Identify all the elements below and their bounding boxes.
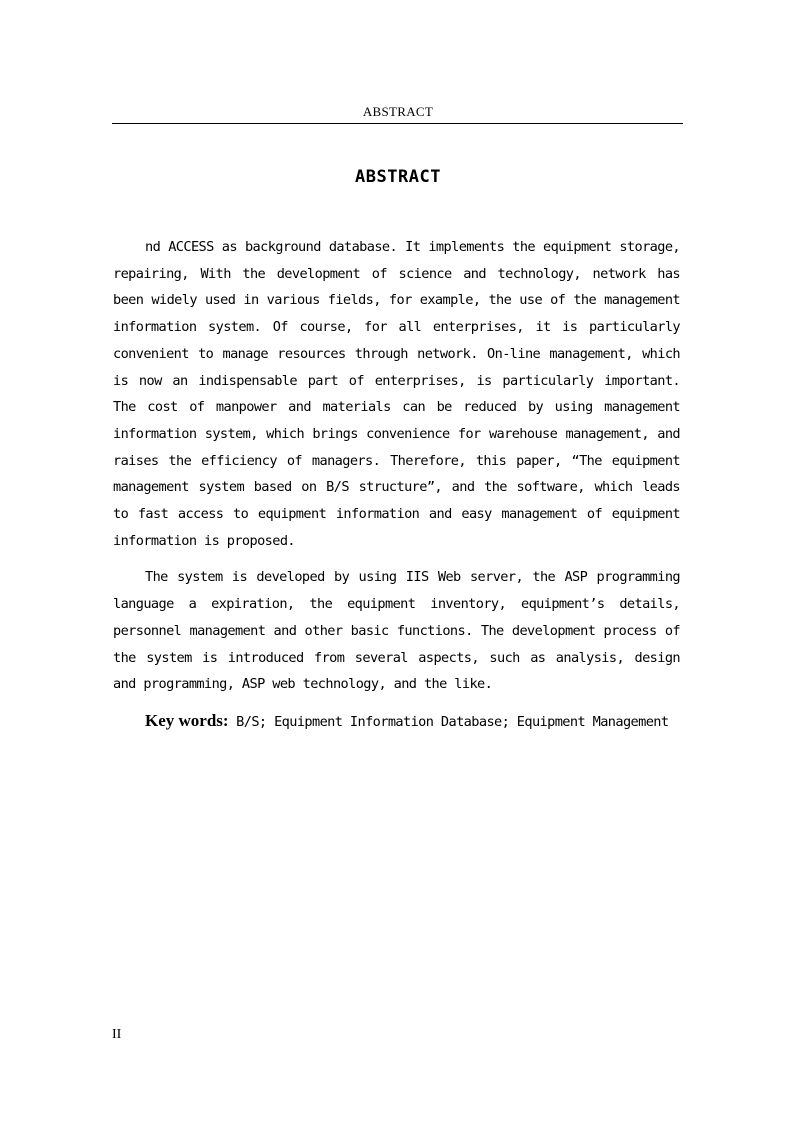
keywords-label: Key words:: [145, 710, 229, 730]
page-number: II: [112, 1027, 122, 1042]
keywords-text: B/S; Equipment Information Database; Equipment Management: [228, 713, 669, 730]
keywords: [113, 708, 680, 736]
abstract-paragraph-1: nd ACCESS as background database. It implements the equipment storage, repairing, With the development of science and technology, network has been widely used in various fields, for example, the use of the management information system. Of course, for all enterprises, it is particularly convenient to manage resources through network. On-line management, which is now an indispensable part of enterprises, is particularly important. The cost of manpower and materials can be reduced by using management information system, which brings convenience for warehouse management, and raises the efficiency of managers. Therefore, this paper, “The equipment management system based on B/S structure”, and the software, which leads to fast access to equipment information and easy management of equipment information is proposed.: [113, 239, 680, 549]
abstract-paragraph-2: The system is developed by using IIS Web server, the ASP programming language a expiration, the equipment inventory, equipment’s details, personnel management and other basic functions. The development process of the system is introduced from several aspects, such as analysis, design and programming, ASP web technology, and the like.: [113, 569, 680, 693]
abstract-body: [113, 234, 680, 746]
running-header: ABSTRACT: [362, 104, 434, 119]
header-rule: [112, 123, 683, 124]
page-title: ABSTRACT: [355, 167, 441, 187]
